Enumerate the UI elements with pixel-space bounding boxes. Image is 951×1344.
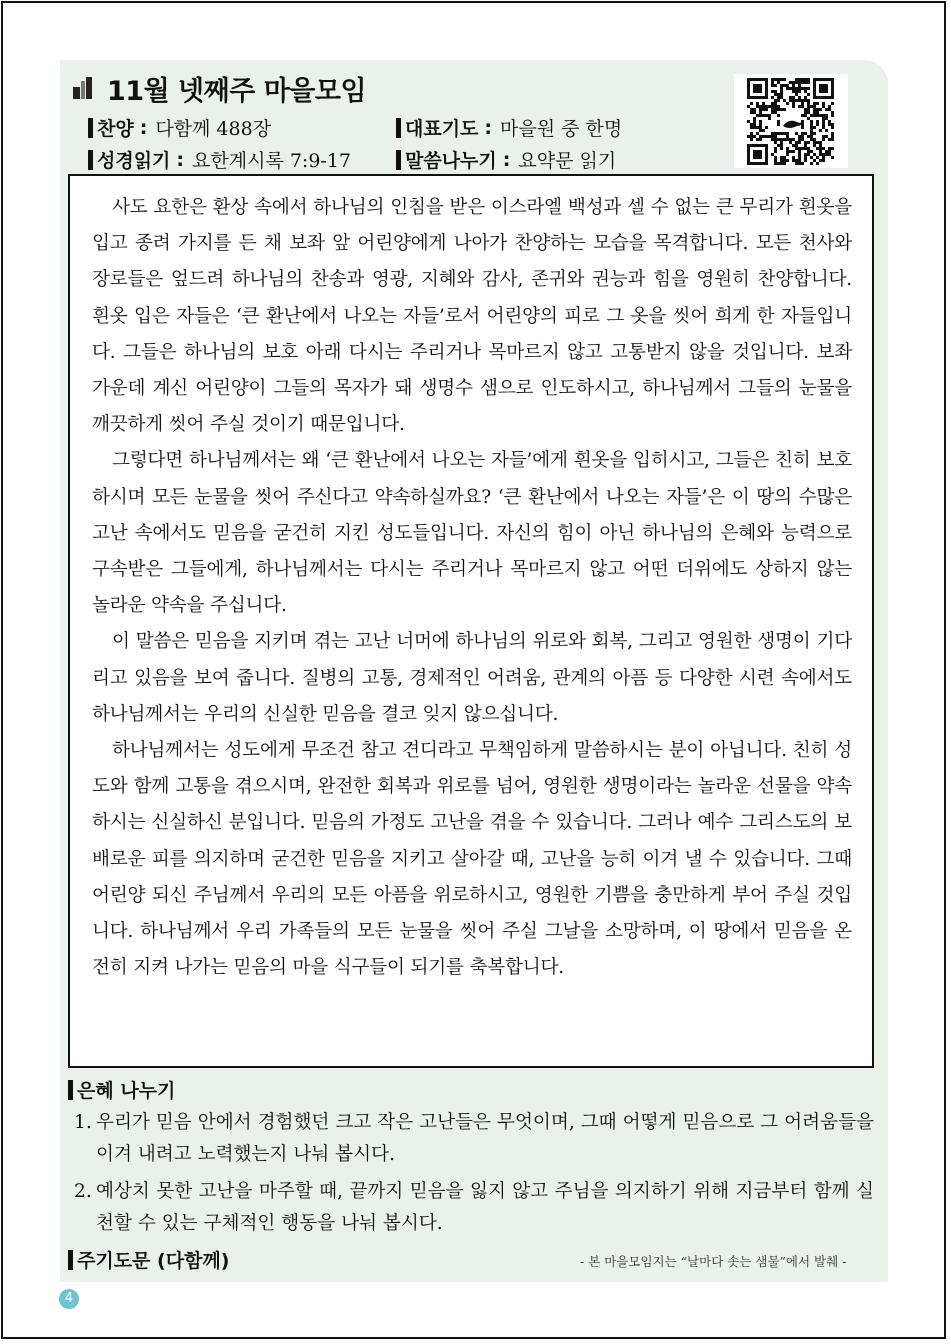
prayer-info: 대표기도 : 마을원 중 한명 xyxy=(396,114,622,141)
worship-song-info: 찬양 : 다함께 488장 xyxy=(88,114,271,141)
label-marker xyxy=(68,1250,73,1270)
info-label: 대표기도 xyxy=(405,118,479,140)
source-note: - 본 마을모임지는 “날마다 솟는 샘물”에서 발췌 - xyxy=(580,1254,847,1269)
sharing-heading xyxy=(68,1076,175,1103)
question-text: 예상치 못한 고난을 마주할 때, 끝까지 믿음을 잃지 않고 주님을 의지하기 위해 지금부터 함께 실천할 수 있는 구체적인 행동을 나눠 봅시다. xyxy=(96,1181,874,1234)
sermon-summary-box xyxy=(68,174,874,1068)
summary-paragraph: 그렇다면 하나님께서는 왜 ‘큰 환난에서 나오는 자들’에게 흰옷을 입히시고, 그들은 친히 보호하시며 모든 눈물을 씻어 주신다고 약속하실까요? ‘큰 환난에서 나오는 자들’은 이 땅의 수많은 고난 속에서도 믿음을 굳건히 지킨 성도들입니다. 자신의 힘이 아닌 하나님의 은혜와 능력으로 구속받은 그들에게, 하나님께서는 다시는 주리거나 목마르지 않고 어떤 더위에도 상하지 않는 놀라운 약속을 주십니다. xyxy=(92,450,852,617)
question-number: 1. xyxy=(74,1112,92,1133)
summary-paragraph: 하나님께서는 성도에게 무조건 참고 견디라고 무책임하게 말씀하시는 분이 아닙니다. 친히 성도와 함께 고통을 겪으시며, 완전한 회복과 위로를 넘어, 영원한 생명이라는 놀라운 선물을 약속하시는 신실하신 분입니다. 믿음의 가정도 고난을 겪을 수 있습니다. 그러나 예수 그리스도의 보배로운 피를 의지하며 굳건한 믿음을 지키고 살아갈 때, 고난을 능히 이겨 낼 수 있습니다. 그때 어린양 되신 주님께서 우리의 모든 아픔을 위로하시고, 영원한 기쁨을 충만하게 부어 주실 것입니다. 하나님께서 우리 가족들의 모든 눈물을 씻어 주실 그날을 소망하며, 이 땅에서 믿음을 온전히 지켜 나가는 믿음의 마을 식구들이 되기를 축복합니다. xyxy=(92,740,852,979)
label-marker xyxy=(88,150,93,170)
info-value: 마을원 중 한명 xyxy=(500,118,623,140)
page-number: 4 xyxy=(59,1289,79,1309)
book-stack-icon xyxy=(73,77,93,99)
question-item xyxy=(74,1176,874,1240)
label-marker xyxy=(68,1080,73,1100)
info-value: 다함께 488장 xyxy=(155,118,272,140)
label-marker xyxy=(396,150,401,170)
qr-code[interactable] xyxy=(734,74,848,168)
info-value: 요약문 읽기 xyxy=(518,150,617,172)
summary-paragraph: 사도 요한은 환상 속에서 하나님의 인침을 받은 이스라엘 백성과 셀 수 없는 큰 무리가 흰옷을 입고 종려 가지를 든 채 보좌 앞 어린양에게 나아가 찬양하는 모습을 목격합니다. 모든 천사와 장로들은 엎드려 하나님의 찬송과 영광, 지혜와 감사, 존귀와 권능과 힘을 영원히 찬양합니다. 흰옷 입은 자들은 ‘큰 환난에서 나오는 자들’로서 어린양의 피로 그 옷을 씻어 희게 한 자들입니다. 그들은 하나님의 보호 아래 다시는 주리거나 목마르지 않고 고통받지 않을 것입니다. 보좌 가운데 계신 어린양이 그들의 목자가 돼 생명수 샘으로 인도하시고, 하나님께서 그들의 눈물을 깨끗하게 씻어 주실 것이기 때문입니다. xyxy=(92,197,852,436)
bible-reading-info: 성경읽기 : 요한계시록 7:9-17 xyxy=(88,146,351,173)
info-label: 말씀나누기 xyxy=(405,150,497,172)
summary-paragraph: 이 말씀은 믿음을 지키며 겪는 고난 너머에 하나님의 위로와 회복, 그리고 영원한 생명이 기다리고 있음을 보여 줍니다. 질병의 고통, 경제적인 어려움, 관계의 아픔 등 다양한 시련 속에서도 하나님께서는 우리의 신실한 믿음을 결코 잊지 않으십니다. xyxy=(92,631,852,725)
info-label: 찬양 xyxy=(97,118,134,140)
lords-prayer-heading xyxy=(68,1246,229,1273)
question-text: 우리가 믿음 안에서 경험했던 크고 작은 고난들은 무엇이며, 그때 어떻게 믿음으로 그 어려움들을 이겨 내려고 노력했는지 나눠 봅시다. xyxy=(96,1112,874,1165)
section-title: 은혜 나누기 xyxy=(77,1080,176,1102)
page-title: 11월 넷째주 마을모임 xyxy=(107,75,367,107)
label-marker xyxy=(396,118,401,138)
sermon-sharing-info: 말씀나누기 : 요약문 읽기 xyxy=(396,146,616,173)
label-marker xyxy=(88,118,93,138)
question-number: 2. xyxy=(74,1181,92,1202)
title-row xyxy=(73,68,366,108)
section-title: 주기도문 (다함께) xyxy=(77,1250,230,1272)
info-value: 요한계시록 7:9-17 xyxy=(192,150,352,172)
info-label: 성경읽기 xyxy=(97,150,171,172)
question-item xyxy=(74,1107,874,1171)
